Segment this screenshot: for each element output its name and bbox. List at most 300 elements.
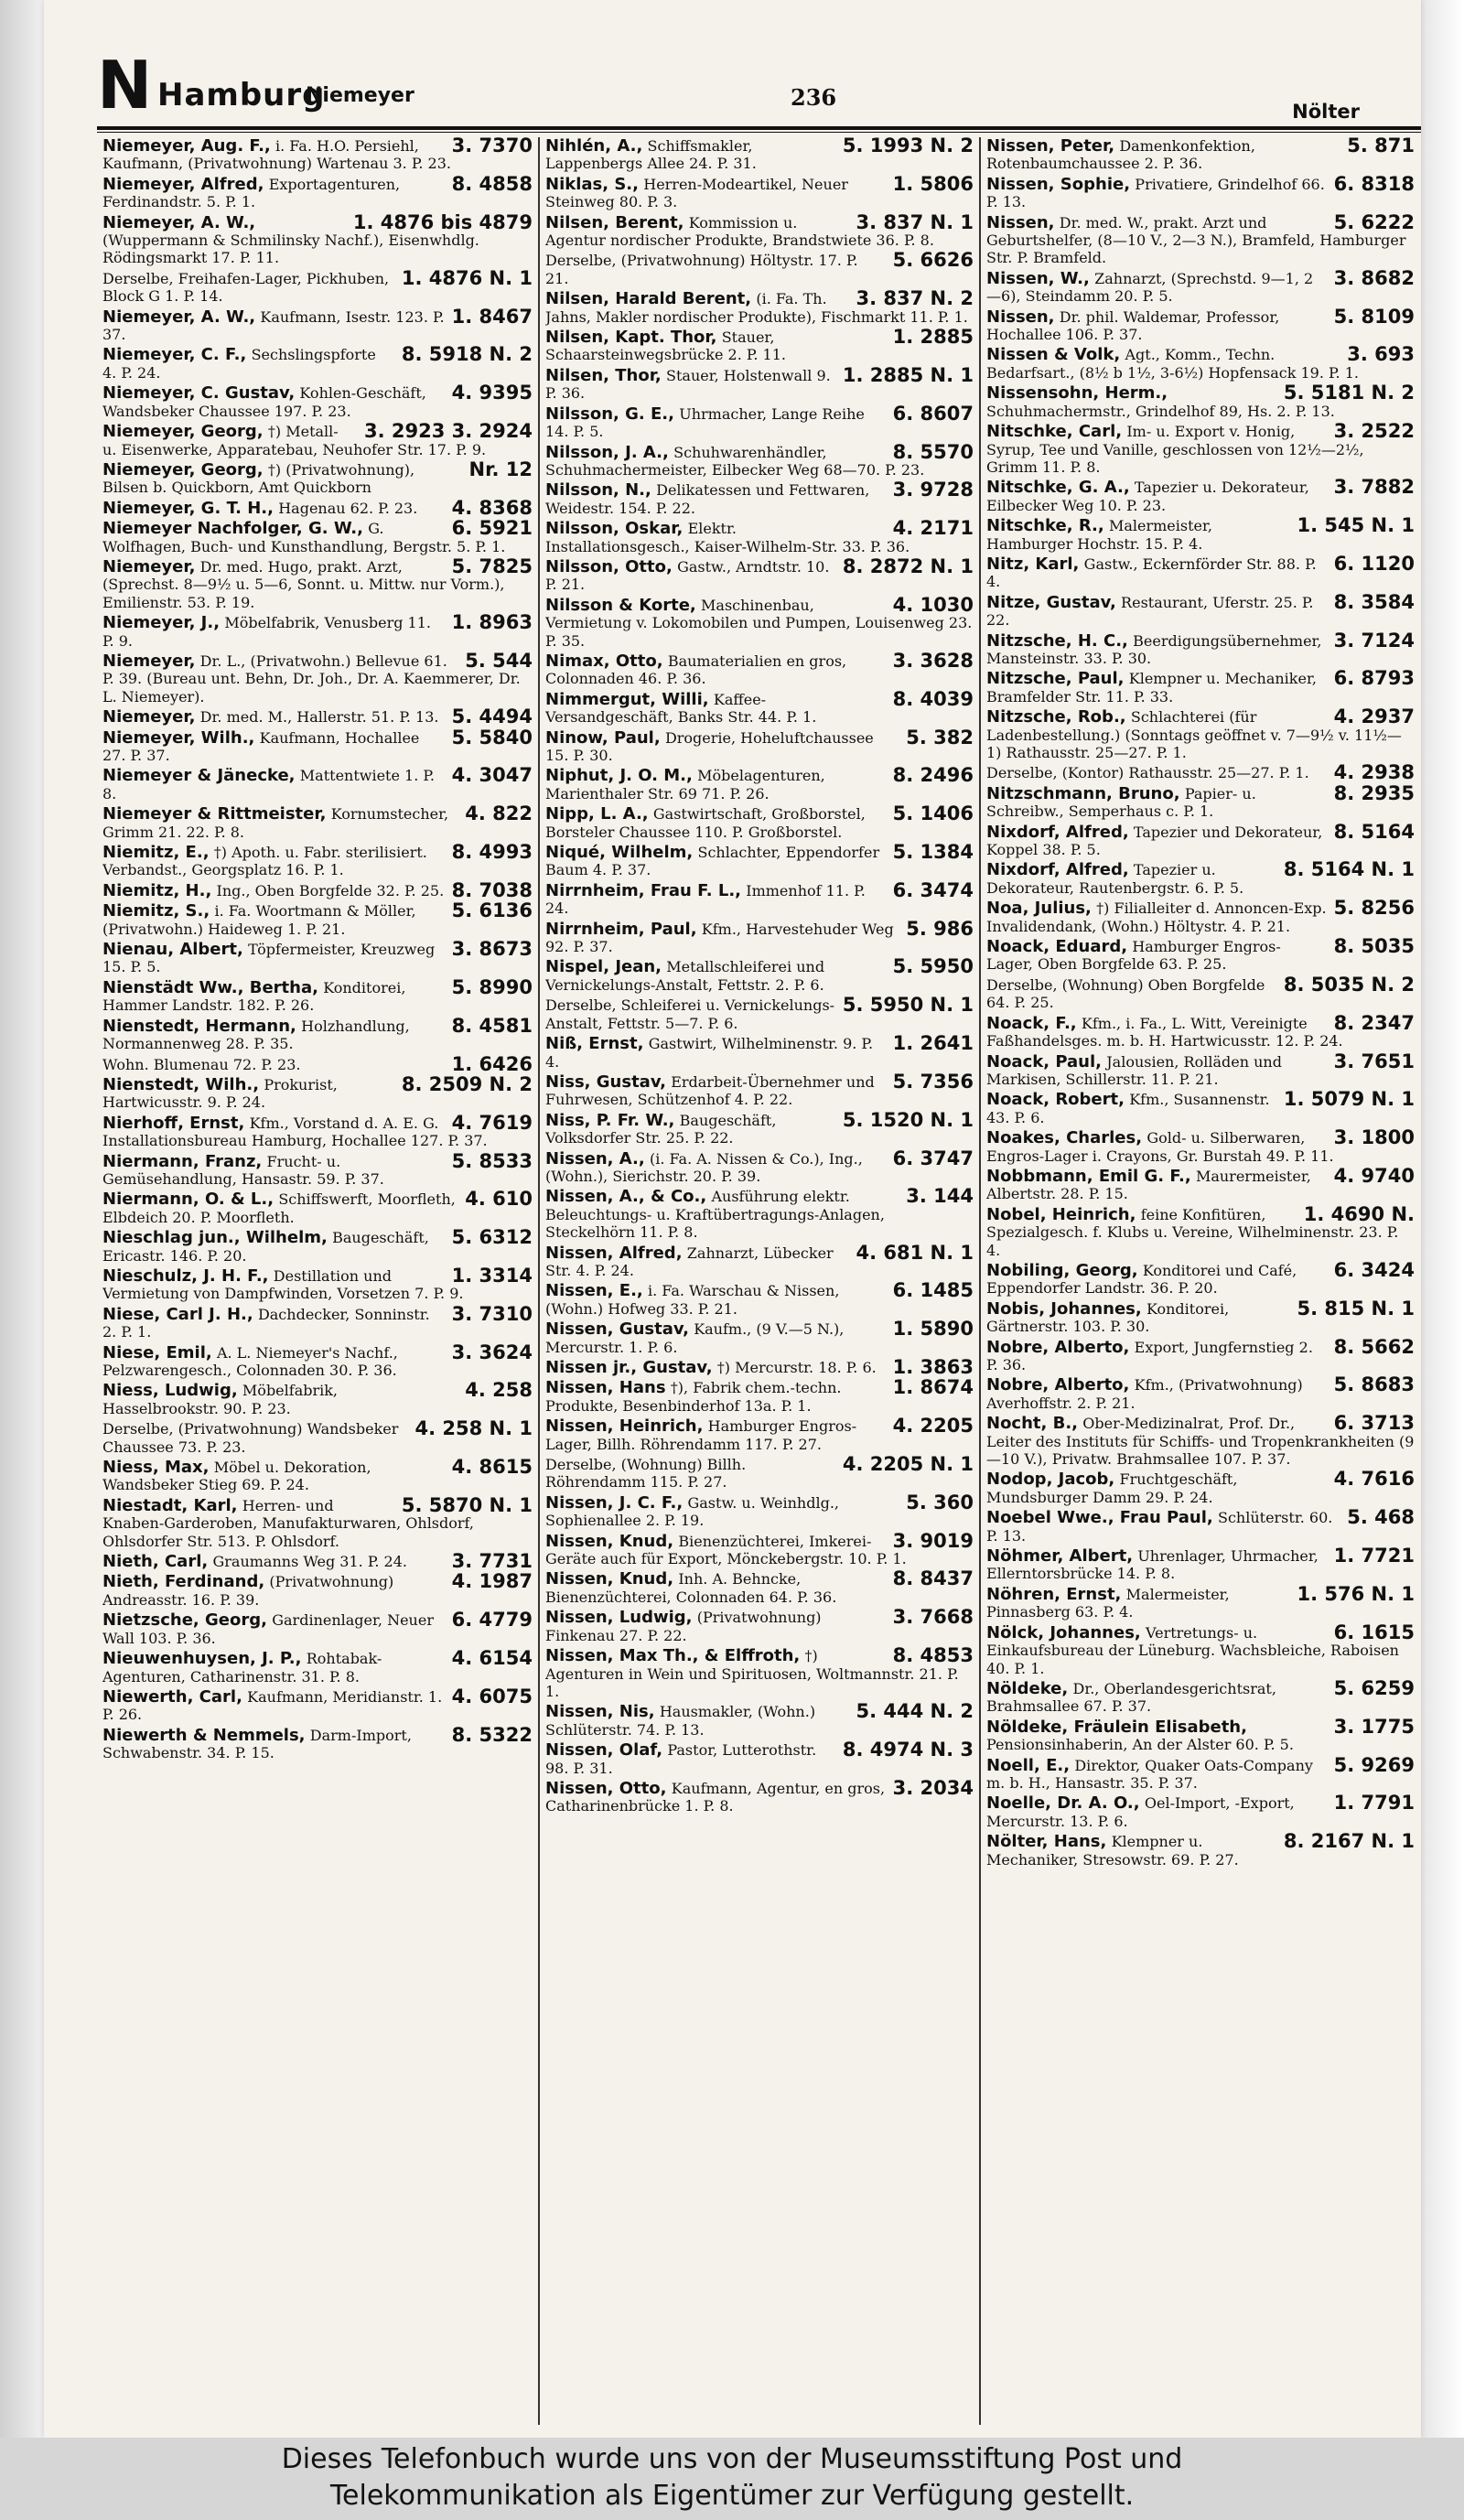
directory-entry bbox=[545, 328, 974, 364]
entry-name: Ninow, Paul, bbox=[545, 728, 661, 748]
phone-number: 3. 7668 bbox=[892, 1609, 974, 1629]
phone-number: 4. 2171 bbox=[892, 520, 974, 540]
directory-entry bbox=[102, 1611, 533, 1647]
entry-name: Niemeyer, C. F., bbox=[102, 346, 247, 365]
entry-details: Mattentwiete 1. P. 8. bbox=[102, 767, 435, 802]
phone-number: 1. 8674 bbox=[892, 1379, 974, 1399]
entry-details: Dr. med. W., prakt. Arzt und Geburtshelfer, (8—10 V., 2—3 N.), Bramfeld, Hamburger Str. P. Bramfeld. bbox=[986, 213, 1406, 267]
directory-entry bbox=[102, 214, 533, 267]
entry-details: Schlachterei (für Ladenbestellung.) (Sonntags geöffnet v. 7—9½ v. 11½—1) Rathausstr. 25—27. P. 1. bbox=[986, 708, 1402, 761]
directory-entry bbox=[545, 1417, 974, 1453]
phone-number: 3. 3628 bbox=[892, 652, 974, 672]
directory-entry bbox=[986, 976, 1415, 1012]
entry-details: Baugeschäft, Volksdorfer Str. 25. P. 22. bbox=[545, 1111, 777, 1147]
entry-name: Nitschke, Carl, bbox=[986, 423, 1123, 442]
entry-name: Nirrnheim, Frau F. L., bbox=[545, 881, 742, 900]
phone-number: 5. 6259 bbox=[1333, 1679, 1415, 1699]
directory-entry bbox=[102, 558, 533, 611]
entry-details: Maurermeister, Albertstr. 28. P. 15. bbox=[986, 1167, 1311, 1203]
entry-name: Nilsson, J. A., bbox=[545, 443, 669, 462]
entry-name: Nissen, Sophie, bbox=[986, 175, 1131, 194]
phone-number: 8. 2935 bbox=[1333, 784, 1415, 804]
directory-entry bbox=[986, 1794, 1415, 1830]
phone-number: 8. 2167 N. 1 bbox=[1283, 1833, 1415, 1853]
entry-details: Ing., Oben Borgfelde 32. P. 25. bbox=[216, 881, 445, 899]
phone-number: 5. 986 bbox=[906, 920, 974, 940]
entry-name: Nissen, Peter, bbox=[986, 137, 1115, 156]
phone-number: 5. 5840 bbox=[451, 728, 533, 748]
phone-number: 4. 3047 bbox=[451, 767, 533, 787]
phone-number: 5. 8683 bbox=[1333, 1376, 1415, 1396]
entry-name: Niewerth, Carl, bbox=[102, 1687, 242, 1707]
entry-details: Restaurant, Uferstr. 25. P. 22. bbox=[986, 593, 1314, 630]
entry-name: Nitzsche, H. C., bbox=[986, 631, 1128, 651]
entry-details: Derselbe, (Wohnung) Billh. Röhrendamm 115. P. 27. bbox=[545, 1456, 747, 1492]
phone-number: 5. 5950 bbox=[892, 958, 974, 978]
phone-number: 1. 5079 N. 1 bbox=[1283, 1091, 1415, 1111]
entry-details: Uhrenlager, Uhrmacher, Ellerntorsbrücke 14. P. 8. bbox=[986, 1547, 1319, 1583]
entry-name: Nöhren, Ernst, bbox=[986, 1585, 1122, 1604]
phone-number: 5. 7825 bbox=[451, 557, 533, 577]
entry-name: Niemeyer & Jänecke, bbox=[102, 767, 296, 786]
entry-name: Nieuwenhuysen, J. P., bbox=[102, 1650, 302, 1669]
phone-number: 3. 2522 bbox=[1333, 423, 1415, 443]
entry-details: Hagenau 62. P. 23. bbox=[278, 499, 418, 517]
phone-number: 8. 4858 bbox=[451, 175, 533, 195]
entry-name: Nilsen, Harald Berent, bbox=[545, 290, 752, 309]
phone-number: 6. 3747 bbox=[892, 1149, 974, 1169]
entry-name: Niemeyer, G. T. H., bbox=[102, 499, 274, 518]
entry-name: Nienstädt Ww., Bertha, bbox=[102, 978, 318, 997]
phone-number: 1. 3863 bbox=[892, 1359, 974, 1377]
phone-number: 4. 9395 bbox=[451, 384, 533, 404]
phone-number: 5. 1384 bbox=[892, 844, 974, 864]
phone-number: 4. 6154 bbox=[451, 1650, 533, 1670]
entry-details: Kfm., Harvestehuder Weg 92. P. 37. bbox=[545, 920, 894, 956]
directory-entry bbox=[102, 1497, 533, 1550]
entry-details: Uhrmacher, Lange Reihe 14. P. 5. bbox=[545, 404, 865, 441]
directory-entry bbox=[102, 1076, 533, 1112]
phone-number: 5. 8533 bbox=[451, 1152, 533, 1172]
entry-name: Nilsen, Thor, bbox=[545, 366, 662, 385]
entry-name: Nitzsche, Paul, bbox=[986, 670, 1125, 689]
phone-number: 3. 837 N. 2 bbox=[856, 290, 974, 310]
entry-details: Vertretungs- u. Einkaufsbureau der Lüneburg. Wachsbleiche, Raboisen 40. P. 1. bbox=[986, 1623, 1399, 1677]
entry-details: Oel-Import, -Export, Mercurstr. 13. P. 6. bbox=[986, 1794, 1295, 1830]
directory-column-3 bbox=[979, 137, 1420, 2425]
phone-number: 5. 544 bbox=[465, 652, 533, 672]
directory-entry bbox=[545, 1703, 974, 1739]
phone-number: 8. 5035 bbox=[1333, 938, 1415, 958]
phone-number: 4. 9740 bbox=[1333, 1167, 1415, 1187]
entry-name: Nissen, Otto, bbox=[545, 1779, 667, 1798]
page-header bbox=[97, 44, 1396, 126]
directory-entry bbox=[102, 176, 533, 211]
entry-details: Immenhof 11. P. 24. bbox=[545, 881, 866, 918]
directory-entry bbox=[986, 1415, 1415, 1468]
entry-name: Nitze, Gustav, bbox=[986, 593, 1116, 612]
entry-name: Niemeyer, A. W., bbox=[102, 213, 256, 232]
entry-details: Gastwirt, Wilhelminenstr. 9. P. 4. bbox=[545, 1035, 874, 1071]
directory-column-2 bbox=[538, 137, 979, 2425]
phone-number: 5. 6136 bbox=[451, 902, 533, 922]
entry-name: Nilsson, N., bbox=[545, 481, 651, 501]
entry-details: Papier- u. Schreibw., Semperhaus c. P. 1. bbox=[986, 784, 1256, 821]
entry-name: Nissen, Olaf, bbox=[545, 1741, 663, 1761]
phone-number: 8. 5322 bbox=[451, 1726, 533, 1746]
directory-entry bbox=[102, 767, 533, 802]
phone-number: 3. 2034 bbox=[892, 1779, 974, 1799]
directory-entry bbox=[545, 444, 974, 479]
directory-entry bbox=[102, 1306, 533, 1341]
entry-details: Wohn. Blumenau 72. P. 23. bbox=[102, 1055, 301, 1073]
directory-entry bbox=[545, 252, 974, 287]
entry-details: Holzhandlung, Normannenweg 28. P. 35. bbox=[102, 1017, 410, 1053]
entry-details: Möbel u. Dekoration, Wandsbeker Stieg 69. P. 24. bbox=[102, 1459, 371, 1494]
entry-details: Kornumstecher, Grimm 21. 22. P. 8. bbox=[102, 805, 449, 841]
entry-details: Dr. L., (Privatwohn.) Bellevue 61. P. 39. (Bureau unt. Behn, Dr. Joh., Dr. A. Kaemmerer, Dr. L. Niemeyer). bbox=[102, 652, 521, 705]
phone-number: 6. 1485 bbox=[892, 1282, 974, 1302]
directory-entry bbox=[102, 844, 533, 879]
directory-entry bbox=[102, 1420, 533, 1456]
directory-entry bbox=[986, 764, 1415, 781]
footer-notice bbox=[0, 2438, 1464, 2520]
entry-details: (Privatwohnung) Finkenau 27. P. 22. bbox=[545, 1609, 822, 1644]
phone-number: 6. 1120 bbox=[1333, 555, 1415, 575]
directory-entry bbox=[986, 1547, 1415, 1583]
entry-name: Nimmergut, Willi, bbox=[545, 690, 709, 709]
phone-number: 8. 7038 bbox=[451, 881, 533, 900]
directory-entry bbox=[102, 1459, 533, 1494]
entry-name: Nissen, bbox=[986, 307, 1055, 327]
directory-entry bbox=[102, 614, 533, 650]
entry-details: Drogerie, Hoheluftchaussee 15. P. 30. bbox=[545, 728, 874, 764]
directory-entry bbox=[986, 308, 1415, 344]
entry-name: Niklas, S., bbox=[545, 175, 639, 194]
phone-number: 4. 2205 bbox=[892, 1417, 974, 1438]
directory-entry bbox=[102, 1190, 533, 1226]
phone-number: 4. 1030 bbox=[892, 596, 974, 616]
entry-name: Niemeyer, Georg, bbox=[102, 423, 264, 442]
directory-entry bbox=[986, 176, 1415, 211]
phone-number: 5. 468 bbox=[1347, 1509, 1415, 1529]
phone-number: 4. 7619 bbox=[451, 1114, 533, 1134]
phone-number: 3. 7651 bbox=[1333, 1052, 1415, 1072]
phone-number: 1. 6426 bbox=[451, 1055, 533, 1073]
entry-name: Nirrnheim, Paul, bbox=[545, 920, 697, 939]
directory-entry bbox=[102, 500, 533, 517]
entry-name: Nissen, J. C. F., bbox=[545, 1493, 684, 1513]
phone-number: 4. 1987 bbox=[451, 1573, 533, 1593]
directory-entry bbox=[545, 996, 974, 1032]
entry-details: Bienenzüchterei, Imkerei-Geräte auch für Export, Mönckebergstr. 10. P. 1. bbox=[545, 1532, 907, 1568]
entry-details: Hamburger Engros-Lager, Billh. Röhrendamm 117. P. 27. bbox=[545, 1417, 857, 1453]
phone-number: 3. 8682 bbox=[1333, 269, 1415, 289]
entry-details: Frucht- u. Gemüsehandlung, Hansastr. 59. P. 37. bbox=[102, 1152, 384, 1188]
phone-number: 4. 822 bbox=[465, 805, 533, 825]
phone-number: 5. 5950 N. 1 bbox=[842, 996, 974, 1017]
entry-details: i. Fa. H.O. Persiehl, Kaufmann, (Privatwohnung) Wartenau 3. P. 23. bbox=[102, 137, 451, 173]
directory-entry bbox=[545, 1282, 974, 1318]
directory-page bbox=[44, 0, 1421, 2438]
entry-name: Niphut, J. O. M., bbox=[545, 767, 693, 786]
phone-number: 6. 3424 bbox=[1333, 1261, 1415, 1281]
phone-number: 4. 8615 bbox=[451, 1459, 533, 1479]
entry-name: Nixdorf, Alfred, bbox=[986, 823, 1129, 842]
entry-name: Nodop, Jacob, bbox=[986, 1470, 1115, 1490]
entry-name: Nissen, A., & Co., bbox=[545, 1188, 707, 1207]
entry-name: Nobel, Heinrich, bbox=[986, 1205, 1136, 1224]
phone-number: 1. 545 N. 1 bbox=[1297, 517, 1415, 537]
directory-entry bbox=[102, 805, 533, 841]
entry-name: Nölter, Hans, bbox=[986, 1833, 1107, 1852]
entry-details: Jalousien, Rolläden und Markisen, Schillerstr. 11. P. 21. bbox=[986, 1052, 1282, 1088]
entry-details: Dr. med. M., Hallerstr. 51. P. 13. bbox=[199, 708, 439, 727]
entry-details: Malermeister, Hamburger Hochstr. 15. P. 4. bbox=[986, 517, 1212, 553]
phone-number: 8. 8437 bbox=[892, 1570, 974, 1590]
page-left-shadow bbox=[0, 0, 44, 2438]
phone-number: 8. 5662 bbox=[1333, 1338, 1415, 1358]
directory-entry bbox=[545, 1647, 974, 1700]
phone-number: 1. 7721 bbox=[1333, 1547, 1415, 1567]
phone-number: 3. 1800 bbox=[1333, 1129, 1415, 1149]
footer-line-1: Dieses Telefonbuch wurde uns von der Museumsstiftung Post und bbox=[281, 2443, 1183, 2475]
entry-details: Schuhmachermstr., Grindelhof 89, Hs. 2. P. 13. bbox=[986, 402, 1335, 420]
directory-entry bbox=[102, 652, 533, 705]
entry-details: (Wuppermann & Schmilinsky Nachf.), Eisenwhdlg. Rödingsmarkt 17. P. 11. bbox=[102, 232, 479, 267]
entry-name: Nissen, E., bbox=[545, 1282, 643, 1301]
entry-details: †), Fabrik chem.-techn. Produkte, Besenbinderhof 13a. P. 1. bbox=[545, 1379, 842, 1415]
entry-name: Noelle, Dr. A. O., bbox=[986, 1794, 1140, 1814]
entry-name: Niemeyer & Rittmeister, bbox=[102, 805, 327, 824]
entry-details: Derselbe, (Privatwohnung) Wandsbeker Chaussee 73. P. 23. bbox=[102, 1420, 399, 1456]
entry-details: Im- u. Export v. Honig, Syrup, Tee und Vanille, geschlossen von 12½—2½, Grimm 11. P. 8. bbox=[986, 423, 1364, 476]
entry-details: Derselbe, (Wohnung) Oben Borgfelde 64. P. 25. bbox=[986, 975, 1265, 1012]
phone-number: 3. 144 bbox=[906, 1188, 974, 1208]
entry-details: i. Fa. Woortmann & Möller, (Privatwohn.) Haideweg 1. P. 21. bbox=[102, 902, 416, 938]
entry-name: Niemeyer, Wilh., bbox=[102, 728, 255, 748]
phone-number: 3. 7882 bbox=[1333, 479, 1415, 499]
entry-details: Gastw. u. Weinhdlg., Sophienallee 2. P. 19. bbox=[545, 1493, 839, 1530]
phone-number: 8. 5918 N. 2 bbox=[401, 346, 533, 366]
phone-number: 6. 8793 bbox=[1333, 670, 1415, 690]
entry-details: Kfm., i. Fa., L. Witt, Vereinigte Faßhandelsges. m. b. H. Hartwicusstr. 12. P. 24. bbox=[986, 1014, 1343, 1050]
entry-details: Kohlen-Geschäft, Wandsbeker Chaussee 197. P. 23. bbox=[102, 384, 426, 420]
phone-number: 6. 3713 bbox=[1333, 1415, 1415, 1435]
entry-details: Dr. med. Hugo, prakt. Arzt, (Sprechst. 8—9½ u. 5—6, Sonnt. u. Mittw. nur Vorm.), Emilienstr. 53. P. 19. bbox=[102, 557, 505, 611]
entry-details: Kaffee-Versandgeschäft, Banks Str. 44. P. 1. bbox=[545, 690, 817, 727]
phone-number: 5. 5181 N. 2 bbox=[1283, 384, 1415, 404]
phone-number: 4. 2938 bbox=[1333, 764, 1415, 782]
directory-entry bbox=[986, 594, 1415, 630]
directory-entry bbox=[102, 1229, 533, 1265]
entry-details: Hausmakler, (Wohn.) Schlüterstr. 74. P. 13. bbox=[545, 1703, 816, 1739]
directory-entry bbox=[102, 1727, 533, 1762]
entry-name: Noebel Wwe., Frau Paul, bbox=[986, 1509, 1213, 1528]
entry-name: Nilsson, Oskar, bbox=[545, 520, 684, 539]
directory-entry bbox=[986, 1470, 1415, 1506]
phone-number: 8. 2872 N. 1 bbox=[842, 557, 974, 577]
phone-number: 3. 9019 bbox=[892, 1532, 974, 1552]
entry-details: Möbelfabrik, Hasselbrookstr. 90. P. 23. bbox=[102, 1382, 339, 1417]
directory-entry bbox=[545, 691, 974, 727]
entry-name: Nihlén, A., bbox=[545, 137, 643, 156]
phone-number: 8. 4039 bbox=[892, 690, 974, 710]
entry-name: Niewerth & Nemmels, bbox=[102, 1726, 306, 1745]
entry-details: Klempner u. Mechaniker, Stresowstr. 69. P. 27. bbox=[986, 1833, 1239, 1868]
directory-entry bbox=[986, 479, 1415, 514]
footer-line-2: Telekommunikation als Eigentümer zur Verfügung gestellt. bbox=[329, 2480, 1135, 2512]
entry-details: Gastwirtschaft, Großborstel, Borsteler Chaussee 110. P. Großborstel. bbox=[545, 805, 866, 841]
entry-name: Noell, E., bbox=[986, 1756, 1071, 1775]
directory-entry bbox=[545, 1456, 974, 1492]
directory-entry bbox=[102, 941, 533, 976]
entry-name: Nimax, Otto, bbox=[545, 652, 663, 671]
entry-name: Nienau, Albert, bbox=[102, 941, 243, 960]
entry-details: Hamburger Engros-Lager, Oben Borgfelde 63. P. 25. bbox=[986, 938, 1281, 974]
entry-name: Nissen, Gustav, bbox=[545, 1320, 689, 1340]
phone-number: 3. 7370 bbox=[451, 137, 533, 156]
entry-details: Schlachter, Eppendorfer Baum 4. P. 37. bbox=[545, 844, 880, 879]
directory-entry bbox=[545, 137, 974, 173]
entry-details: Konditorei, Hammer Landstr. 182. P. 26. bbox=[102, 978, 406, 1015]
entry-name: Noack, Robert, bbox=[986, 1091, 1125, 1110]
entry-details: Privatiere, Grindelhof 66. P. 13. bbox=[986, 175, 1325, 211]
phone-number: 4. 2205 N. 1 bbox=[842, 1456, 974, 1476]
directory-entry bbox=[986, 1015, 1415, 1050]
entry-details: Gold- u. Silberwaren, Engros-Lager i. Crayons, Gr. Burstah 49. P. 11. bbox=[986, 1129, 1334, 1165]
entry-details: i. Fa. Warschau & Nissen, (Wohn.) Hofweg 33. P. 21. bbox=[545, 1282, 840, 1318]
entry-name: Nitzschmann, Bruno, bbox=[986, 784, 1180, 803]
directory-entry bbox=[102, 1344, 533, 1380]
directory-entry bbox=[986, 214, 1415, 267]
entry-details: Sechslingspforte 4. P. 24. bbox=[102, 346, 376, 382]
entry-details: Erdarbeit-Übernehmer und Fuhrwesen, Schützenhof 4. P. 22. bbox=[545, 1072, 875, 1109]
directory-entry bbox=[102, 1553, 533, 1570]
entry-details: Ober-Medizinalrat, Prof. Dr., Leiter des Instituts für Schiffs- und Tropenkrankheiten (9—10 V.), Privatw. Brahmsallee 107. P. 37. bbox=[986, 1415, 1415, 1469]
phone-number: 4. 7616 bbox=[1333, 1470, 1415, 1491]
entry-name: Niemeyer Nachfolger, G. W., bbox=[102, 520, 363, 539]
directory-entry bbox=[545, 1188, 974, 1241]
phone-number: Nr. 12 bbox=[468, 460, 533, 480]
entry-name: Nienstedt, Wilh., bbox=[102, 1075, 260, 1094]
directory-entry bbox=[986, 1300, 1415, 1336]
directory-entry bbox=[102, 520, 533, 555]
directory-entry bbox=[102, 423, 533, 458]
phone-number: 8. 5164 N. 1 bbox=[1283, 861, 1415, 881]
entry-details: Gardinenlager, Neuer Wall 103. P. 36. bbox=[102, 1611, 434, 1647]
entry-details: Malermeister, Pinnasberg 63. P. 4. bbox=[986, 1585, 1230, 1621]
phone-number: 8. 4974 N. 3 bbox=[842, 1741, 974, 1761]
directory-entry bbox=[102, 1115, 533, 1150]
entry-details: †) (Privatwohnung), Bilsen b. Quickborn, Amt Quickborn bbox=[102, 460, 415, 497]
directory-entry bbox=[545, 652, 974, 688]
entry-details: Pensionsinhaberin, An der Alster 60. P. 5. bbox=[986, 1736, 1294, 1754]
directory-entry bbox=[986, 632, 1415, 668]
entry-name: Nissen, Ludwig, bbox=[545, 1609, 693, 1628]
directory-entry bbox=[102, 1688, 533, 1724]
entry-name: Niemitz, E., bbox=[102, 844, 210, 863]
directory-entry bbox=[545, 176, 974, 211]
entry-name: Nissen, Heinrich, bbox=[545, 1417, 704, 1437]
phone-number: 1. 8467 bbox=[451, 307, 533, 328]
phone-number: 1. 4876 N. 1 bbox=[401, 269, 533, 289]
directory-entry bbox=[102, 1650, 533, 1685]
entry-name: Nissen, Alfred, bbox=[545, 1244, 683, 1263]
entry-details: Kfm., Susannenstr. 43. P. 6. bbox=[986, 1091, 1270, 1126]
directory-entry bbox=[102, 1382, 533, 1417]
directory-entry bbox=[986, 1091, 1415, 1126]
entry-details: Gastw., Eckernförder Str. 88. P. 4. bbox=[986, 555, 1317, 591]
phone-number: 3. 693 bbox=[1347, 346, 1415, 366]
directory-entry bbox=[986, 1757, 1415, 1793]
entry-details: Export, Jungfernstieg 2. P. 36. bbox=[986, 1338, 1313, 1373]
entry-details: Klempner u. Mechaniker, Bramfelder Str. 11. P. 33. bbox=[986, 670, 1317, 705]
entry-name: Nissen, bbox=[986, 213, 1055, 232]
entry-details: Maschinenbau, Vermietung v. Lokomobilen und Pumpen, Louisenweg 23. P. 35. bbox=[545, 596, 973, 650]
entry-name: Niermann, Franz, bbox=[102, 1152, 263, 1171]
entry-details: Kaufm., (9 V.—5 N.), Mercurstr. 1. P. 6. bbox=[545, 1320, 845, 1356]
entry-name: Niese, Carl J. H., bbox=[102, 1305, 253, 1324]
directory-entry bbox=[545, 1073, 974, 1109]
phone-number: 5. 4494 bbox=[451, 708, 533, 727]
directory-entry bbox=[545, 1320, 974, 1356]
phone-number: 4. 258 N. 1 bbox=[414, 1420, 533, 1440]
entry-name: Nixdorf, Alfred, bbox=[986, 861, 1129, 880]
entry-details: Pastor, Lutterothstr. 98. P. 31. bbox=[545, 1741, 817, 1777]
phone-number: 6. 8607 bbox=[892, 404, 974, 425]
entry-name: Nilsson & Korte, bbox=[545, 596, 696, 615]
directory-entry bbox=[102, 137, 533, 173]
directory-entry bbox=[545, 597, 974, 650]
directory-entry bbox=[986, 270, 1415, 306]
directory-entry bbox=[986, 1376, 1415, 1412]
entry-name: Nieschlag jun., Wilhelm, bbox=[102, 1229, 328, 1248]
entry-details: Graumanns Weg 31. P. 24. bbox=[212, 1553, 407, 1571]
section-letter: N bbox=[97, 47, 153, 124]
phone-number: 8. 5035 N. 2 bbox=[1283, 975, 1415, 996]
directory-entry bbox=[986, 1624, 1415, 1677]
phone-number: 1. 4690 N. bbox=[1303, 1205, 1415, 1225]
entry-name: Nöldeke, Fräulein Elisabeth, bbox=[986, 1718, 1247, 1737]
phone-number: 8. 4853 bbox=[892, 1647, 974, 1667]
entry-details: Herren- und Knaben-Garderoben, Manufakturwaren, Ohlsdorf, Ohlsdorfer Str. 513. P. Ohlsdorf. bbox=[102, 1496, 474, 1550]
phone-number: 5. 871 bbox=[1347, 137, 1415, 156]
phone-number: 5. 444 N. 2 bbox=[856, 1703, 974, 1723]
phone-number: 1. 2885 bbox=[892, 328, 974, 349]
entry-name: Nissen, Max Th., & Elffroth, bbox=[545, 1647, 801, 1666]
directory-entry bbox=[102, 1056, 533, 1073]
entry-name: Nissen, W., bbox=[986, 269, 1090, 288]
directory-entry bbox=[545, 1609, 974, 1644]
entry-name: Niemeyer, Georg, bbox=[102, 460, 264, 479]
phone-number: 5. 8990 bbox=[451, 978, 533, 998]
entry-name: Niermann, O. & L., bbox=[102, 1190, 274, 1210]
entry-details: Rohtabak-Agenturen, Catharinenstr. 31. P. 8. bbox=[102, 1650, 382, 1685]
directory-entry bbox=[545, 1359, 974, 1376]
entry-details: Zahnarzt, (Sprechstd. 9—1, 2—6), Steindamm 20. P. 5. bbox=[986, 269, 1314, 306]
phone-number: 5. 815 N. 1 bbox=[1297, 1299, 1415, 1319]
entry-details: A. L. Niemeyer's Nachf., Pelzwarengesch., Colonnaden 30. P. 36. bbox=[102, 1343, 398, 1379]
directory-entry bbox=[986, 1206, 1415, 1259]
entry-name: Niß, Ernst, bbox=[545, 1035, 644, 1054]
phone-number: 5. 1520 N. 1 bbox=[842, 1111, 974, 1131]
directory-entry bbox=[986, 785, 1415, 821]
entry-details: Destillation und Vermietung von Dampfwinden, Vorsetzen 7. P. 9. bbox=[102, 1266, 464, 1303]
directory-entry bbox=[102, 308, 533, 344]
directory-entry bbox=[545, 1244, 974, 1280]
directory-entry bbox=[545, 921, 974, 956]
